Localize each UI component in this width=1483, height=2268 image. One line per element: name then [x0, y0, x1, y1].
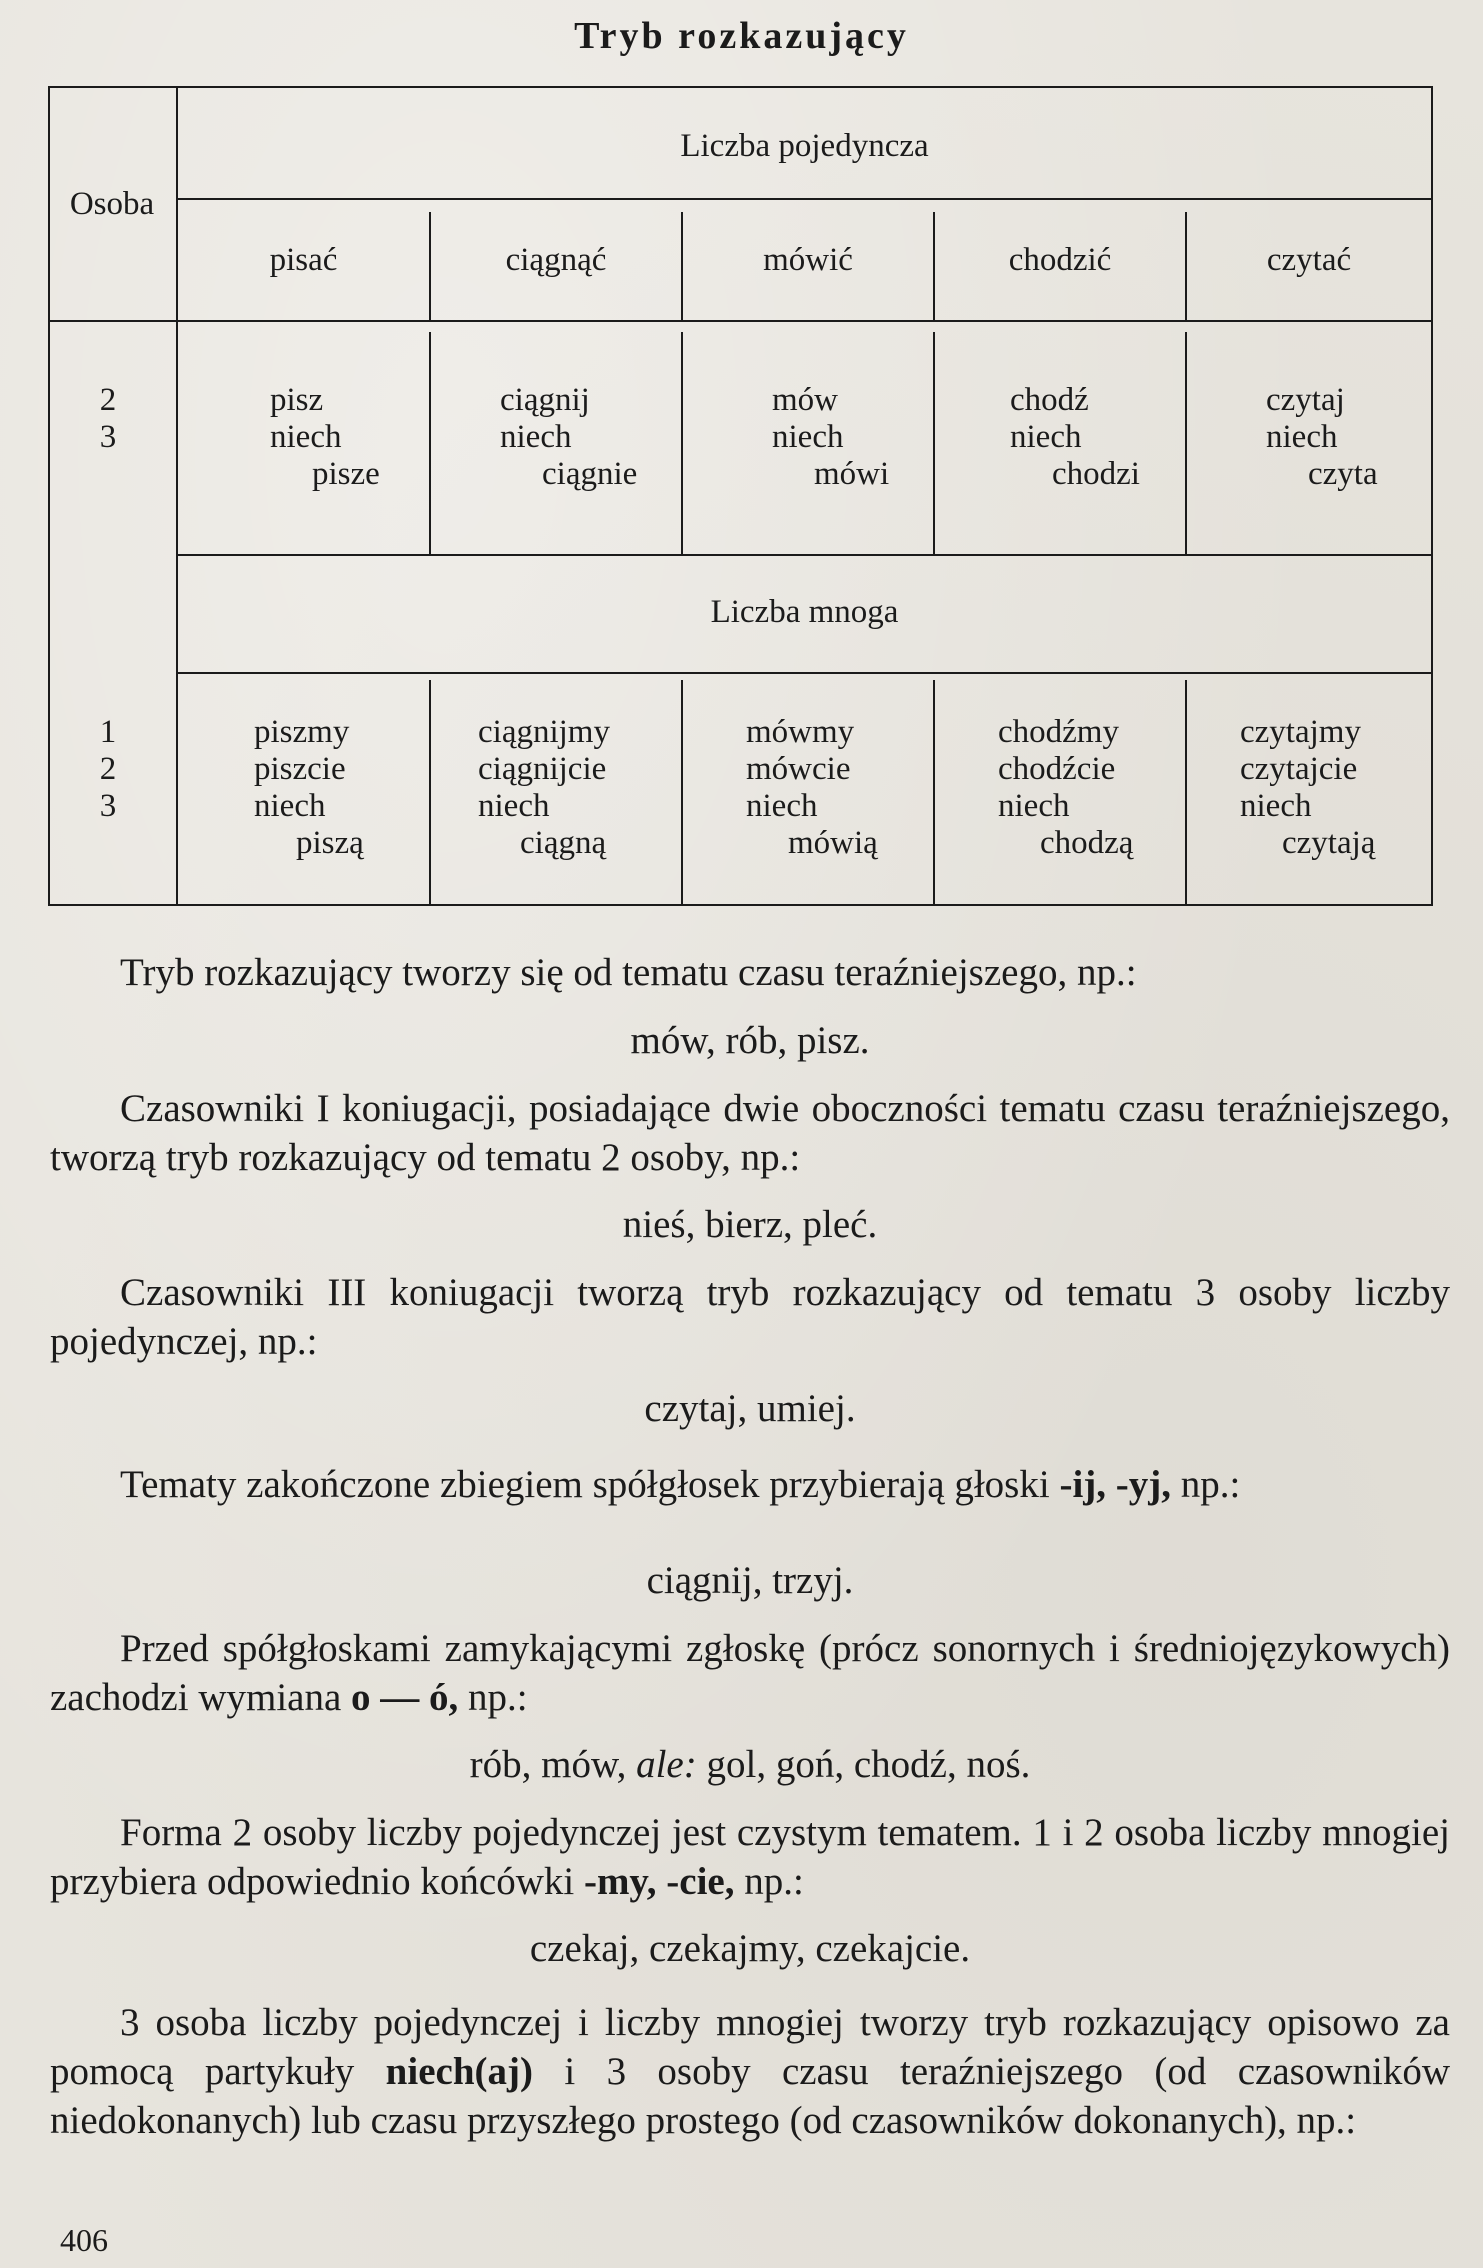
- singular-persons: [88, 382, 128, 456]
- col-divider: [933, 680, 935, 904]
- p7-text: 3 osoba liczby pojedynczej i liczby mnogiej tworzy tryb rozkazujący opisowo za pomocą partykuły: [50, 2001, 1450, 2093]
- paragraph-6: [50, 1808, 1450, 1906]
- form: pisze: [312, 456, 380, 492]
- paragraph-4: [50, 1460, 1450, 1509]
- verb-header: chodzić: [1008, 242, 1112, 278]
- form: ciągną: [520, 825, 607, 861]
- form: mówią: [788, 825, 878, 861]
- example-2: nieś, bierz, pleć.: [622, 1203, 878, 1246]
- form: mówcie: [746, 751, 851, 787]
- form: czytają: [1282, 825, 1376, 861]
- form: czytajcie: [1240, 751, 1358, 787]
- paragraph-1: Tryb rozkazujący tworzy się od tematu czasu teraźniejszego, np.:: [120, 951, 1137, 994]
- form: mówmy: [746, 714, 855, 750]
- form: niech: [772, 419, 844, 455]
- form: chodź: [1010, 382, 1089, 418]
- plural-persons: [88, 714, 128, 825]
- form: niech: [746, 788, 818, 824]
- singular-header-rule: [178, 198, 1431, 200]
- example-5: [50, 1740, 1450, 1789]
- p4-ending-yj: -yj,: [1115, 1463, 1171, 1506]
- example-6: czekaj, czekajmy, czekajcie.: [529, 1927, 971, 1970]
- person-number: 3: [99, 419, 117, 455]
- form: ciągnie: [542, 456, 638, 492]
- form: piszcie: [254, 751, 346, 787]
- person-number: 2: [99, 751, 117, 787]
- person-header: Osoba: [69, 186, 155, 222]
- col-divider: [933, 332, 935, 554]
- form: chodźcie: [998, 751, 1116, 787]
- form: niech: [478, 788, 550, 824]
- paragraph-7: [50, 1998, 1450, 2145]
- verb-header-rule: [48, 320, 1433, 322]
- form: niech: [1266, 419, 1338, 455]
- singular-forms-czytac: [1266, 382, 1378, 493]
- form: piszą: [296, 825, 364, 861]
- verb-header: pisać: [269, 242, 338, 278]
- p6-text: Forma 2 osoby liczby pojedynczej jest czystym tematem. 1 i 2 osoba liczby mnogiej przybiera odpowiednio końcówki: [50, 1811, 1450, 1903]
- p6-endings: -my, -cie,: [583, 1860, 735, 1903]
- form: piszmy: [254, 714, 350, 750]
- plural-forms-ciagnac: [478, 714, 610, 862]
- table-top-border: [48, 86, 1433, 88]
- p5-text: Przed spółgłoskami zamykającymi zgłoskę (prócz sonornych i średniojęzykowych) zachodzi wymiana: [50, 1627, 1450, 1719]
- form: niech: [1240, 788, 1312, 824]
- singular-header: Liczba pojedyncza: [680, 128, 929, 164]
- p4-text: Tematy zakończone zbiegiem spółgłosek przybierają głoski: [120, 1463, 1050, 1506]
- plural-forms-chodzic: [998, 714, 1133, 862]
- singular-forms-ciagnac: [500, 382, 637, 493]
- p5-np: np.:: [468, 1676, 528, 1719]
- form: ciągnijcie: [478, 751, 607, 787]
- form: niech: [998, 788, 1070, 824]
- form: pisz: [270, 382, 324, 418]
- form: chodzi: [1052, 456, 1140, 492]
- form: czyta: [1308, 456, 1378, 492]
- person-number: 2: [99, 382, 117, 418]
- form: czytaj: [1266, 382, 1345, 418]
- singular-forms-mowic: [772, 382, 889, 493]
- form: niech: [270, 419, 342, 455]
- form: niech: [500, 419, 572, 455]
- table-right-border: [1431, 86, 1433, 906]
- col-divider: [681, 680, 683, 904]
- example-4: ciągnij, trzyj.: [646, 1559, 854, 1602]
- person-number: 3: [99, 788, 117, 824]
- paragraph-2: Czasowniki I koniugacji, posiadające dwie oboczności tematu czasu teraźniejszego, tworzą tryb rozkazujący od tematu 2 osoby, np.:: [50, 1087, 1450, 1179]
- p4-ending-ij: -ij,: [1059, 1463, 1107, 1506]
- form: chodźmy: [998, 714, 1119, 750]
- form: ciągnij: [500, 382, 590, 418]
- paragraph-5: [50, 1624, 1450, 1722]
- singular-forms-chodzic: [1010, 382, 1140, 493]
- form: niech: [254, 788, 326, 824]
- form: ciągnijmy: [478, 714, 610, 750]
- p6-np: np.:: [744, 1860, 804, 1903]
- ex5-exceptions: gol, goń, chodź, noś.: [706, 1743, 1031, 1786]
- plural-header-top-rule: [178, 554, 1431, 556]
- col-divider: [429, 680, 431, 904]
- col-divider: [1185, 680, 1187, 904]
- singular-forms-pisac: [270, 382, 380, 493]
- ex5-forms: rób, mów,: [469, 1743, 627, 1786]
- col-divider: [681, 332, 683, 554]
- plural-header-bottom-rule: [178, 672, 1431, 674]
- verb-header: mówić: [763, 242, 853, 278]
- verb-header: ciągnąć: [505, 242, 607, 278]
- p7-text-rest: i 3 osoby czasu teraźniejszego (od czasowników niedokonanych) lub czasu przyszłego prostego (od czasowników dokonanych), np.:: [50, 2050, 1450, 2142]
- col-divider: [429, 332, 431, 554]
- page-title: Tryb rozkazujący: [574, 15, 909, 57]
- plural-header: Liczba mnoga: [710, 594, 899, 630]
- conjugation-table: [48, 86, 1433, 906]
- form: niech: [1010, 419, 1082, 455]
- page-number: 406: [60, 2222, 108, 2258]
- form: mówi: [814, 456, 890, 492]
- plural-forms-czytac: [1240, 714, 1375, 862]
- person-number: 1: [99, 714, 117, 750]
- p5-alternation: o — ó,: [351, 1676, 459, 1719]
- plural-forms-mowic: [746, 714, 878, 862]
- verb-header: czytać: [1266, 242, 1352, 278]
- paragraph-3: Czasowniki III koniugacji tworzą tryb rozkazujący od tematu 3 osoby liczby pojedynczej, np.:: [50, 1271, 1450, 1363]
- plural-forms-pisac: [254, 714, 364, 862]
- form: czytajmy: [1240, 714, 1361, 750]
- person-column-divider: [176, 86, 178, 906]
- example-3: czytaj, umiej.: [644, 1387, 856, 1430]
- example-1: mów, rób, pisz.: [630, 1019, 870, 1062]
- col-divider: [1185, 332, 1187, 554]
- p7-particle: niech(aj): [385, 2050, 533, 2093]
- form: chodzą: [1040, 825, 1134, 861]
- table-bottom-border: [48, 904, 1433, 906]
- p4-np: np.:: [1180, 1463, 1241, 1506]
- form: mów: [772, 382, 838, 418]
- ex5-ale: ale:: [636, 1743, 697, 1786]
